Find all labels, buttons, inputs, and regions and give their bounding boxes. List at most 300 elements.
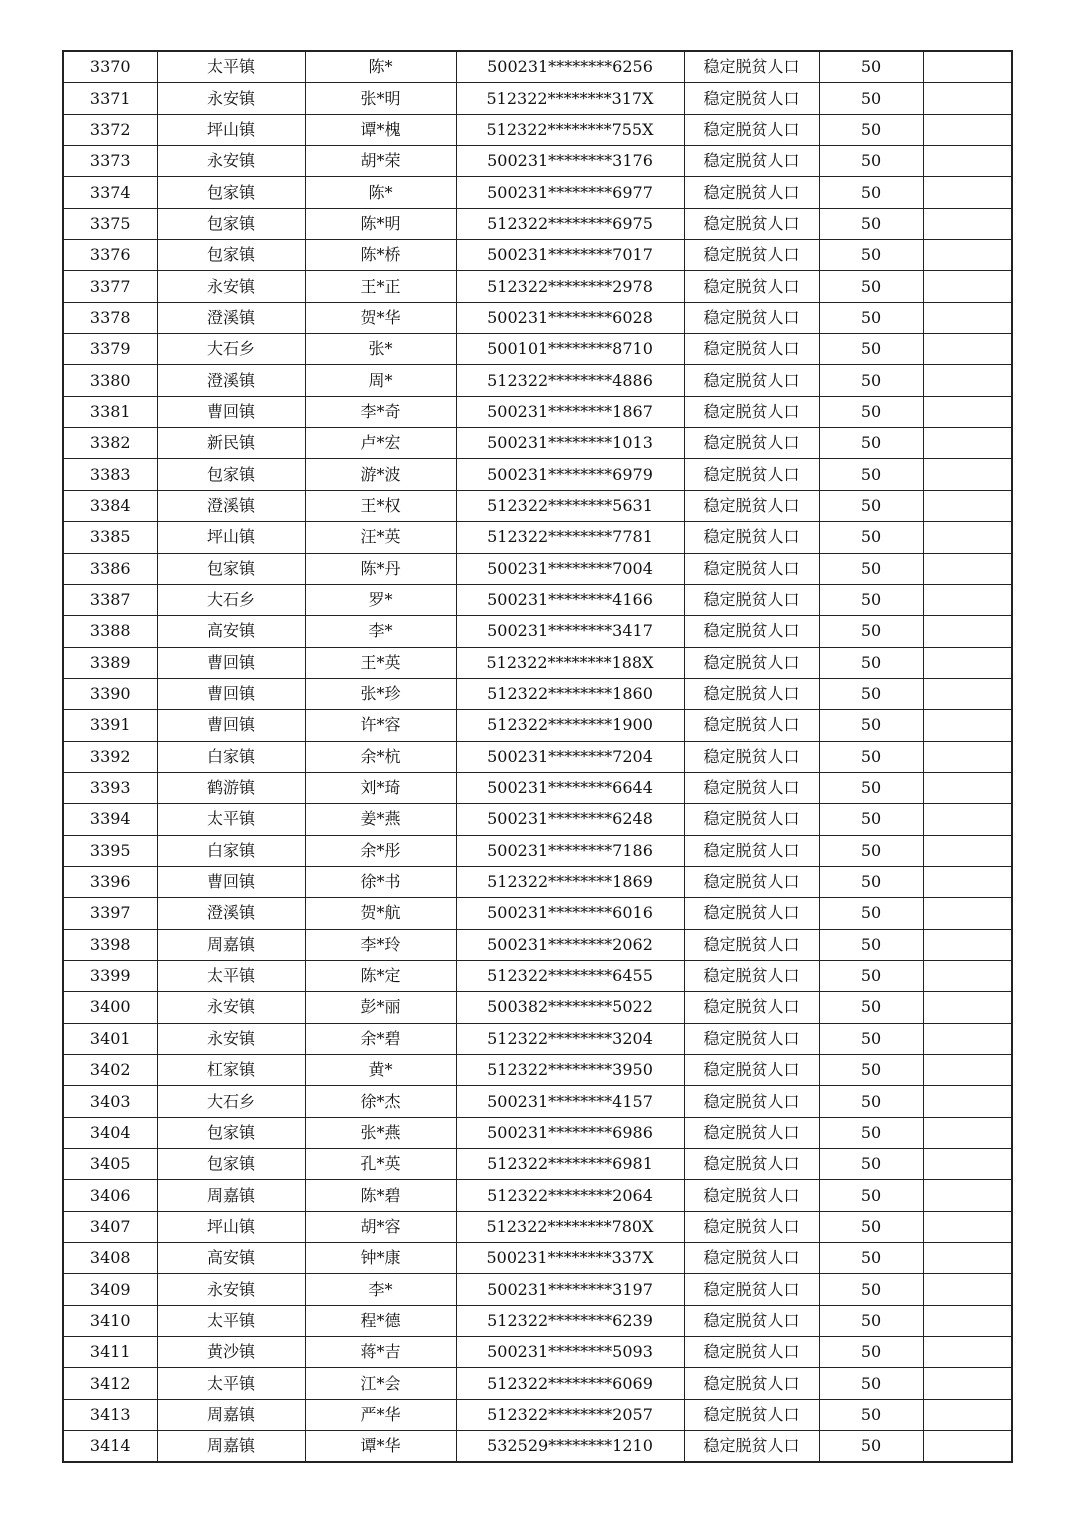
table-row xyxy=(63,240,1012,271)
table-row xyxy=(63,772,1012,803)
town-cell: 曹回镇 xyxy=(157,647,305,678)
amount-cell: 50 xyxy=(819,1337,923,1368)
amount-cell: 50 xyxy=(819,83,923,114)
note-cell xyxy=(923,960,1012,991)
note-cell xyxy=(923,741,1012,772)
town-cell: 澄溪镇 xyxy=(157,365,305,396)
amount-cell: 50 xyxy=(819,992,923,1023)
category-cell: 稳定脱贫人口 xyxy=(684,1305,819,1336)
table-row xyxy=(63,1243,1012,1274)
id-number-cell: 500231********2062 xyxy=(456,929,684,960)
name-cell: 黄* xyxy=(305,1055,456,1086)
table-row xyxy=(63,1086,1012,1117)
category-cell: 稳定脱贫人口 xyxy=(684,334,819,365)
name-cell: 罗* xyxy=(305,584,456,615)
roster-table-body xyxy=(63,51,1012,1462)
name-cell: 陈* xyxy=(305,177,456,208)
id-number-cell: 512322********6069 xyxy=(456,1368,684,1399)
table-row xyxy=(63,1368,1012,1399)
name-cell: 贺*航 xyxy=(305,898,456,929)
amount-cell: 50 xyxy=(819,240,923,271)
id-number-cell: 512322********6981 xyxy=(456,1149,684,1180)
name-cell: 周* xyxy=(305,365,456,396)
name-cell: 蒋*吉 xyxy=(305,1337,456,1368)
amount-cell: 50 xyxy=(819,1180,923,1211)
name-cell: 李* xyxy=(305,616,456,647)
id-number-cell: 512322********780X xyxy=(456,1211,684,1242)
table-row xyxy=(63,804,1012,835)
category-cell: 稳定脱贫人口 xyxy=(684,616,819,647)
note-cell xyxy=(923,302,1012,333)
town-cell: 新民镇 xyxy=(157,428,305,459)
note-cell xyxy=(923,710,1012,741)
category-cell: 稳定脱贫人口 xyxy=(684,647,819,678)
serial-number-cell: 3387 xyxy=(63,584,157,615)
town-cell: 包家镇 xyxy=(157,1117,305,1148)
id-number-cell: 500231********7004 xyxy=(456,553,684,584)
amount-cell: 50 xyxy=(819,835,923,866)
town-cell: 周嘉镇 xyxy=(157,1180,305,1211)
id-number-cell: 512322********6975 xyxy=(456,208,684,239)
amount-cell: 50 xyxy=(819,1368,923,1399)
town-cell: 曹回镇 xyxy=(157,866,305,897)
note-cell xyxy=(923,1180,1012,1211)
category-cell: 稳定脱贫人口 xyxy=(684,240,819,271)
amount-cell: 50 xyxy=(819,1431,923,1463)
town-cell: 大石乡 xyxy=(157,584,305,615)
category-cell: 稳定脱贫人口 xyxy=(684,772,819,803)
note-cell xyxy=(923,866,1012,897)
id-number-cell: 512322********7781 xyxy=(456,522,684,553)
id-number-cell: 500231********6977 xyxy=(456,177,684,208)
id-number-cell: 512322********2057 xyxy=(456,1399,684,1430)
town-cell: 太平镇 xyxy=(157,804,305,835)
table-row xyxy=(63,1399,1012,1430)
amount-cell: 50 xyxy=(819,51,923,83)
id-number-cell: 500231********1867 xyxy=(456,396,684,427)
name-cell: 陈*碧 xyxy=(305,1180,456,1211)
id-number-cell: 500231********6979 xyxy=(456,459,684,490)
name-cell: 陈*丹 xyxy=(305,553,456,584)
note-cell xyxy=(923,428,1012,459)
amount-cell: 50 xyxy=(819,647,923,678)
table-row xyxy=(63,1274,1012,1305)
id-number-cell: 500382********5022 xyxy=(456,992,684,1023)
serial-number-cell: 3377 xyxy=(63,271,157,302)
name-cell: 王*英 xyxy=(305,647,456,678)
category-cell: 稳定脱贫人口 xyxy=(684,804,819,835)
category-cell: 稳定脱贫人口 xyxy=(684,1055,819,1086)
id-number-cell: 500231********3176 xyxy=(456,146,684,177)
note-cell xyxy=(923,678,1012,709)
serial-number-cell: 3412 xyxy=(63,1368,157,1399)
category-cell: 稳定脱贫人口 xyxy=(684,1337,819,1368)
table-row xyxy=(63,992,1012,1023)
category-cell: 稳定脱贫人口 xyxy=(684,1368,819,1399)
note-cell xyxy=(923,1023,1012,1054)
amount-cell: 50 xyxy=(819,522,923,553)
amount-cell: 50 xyxy=(819,1274,923,1305)
note-cell xyxy=(923,459,1012,490)
name-cell: 李*玲 xyxy=(305,929,456,960)
name-cell: 余*碧 xyxy=(305,1023,456,1054)
note-cell xyxy=(923,1305,1012,1336)
serial-number-cell: 3375 xyxy=(63,208,157,239)
table-row xyxy=(63,866,1012,897)
category-cell: 稳定脱贫人口 xyxy=(684,428,819,459)
serial-number-cell: 3398 xyxy=(63,929,157,960)
town-cell: 太平镇 xyxy=(157,960,305,991)
serial-number-cell: 3374 xyxy=(63,177,157,208)
id-number-cell: 500231********6028 xyxy=(456,302,684,333)
serial-number-cell: 3383 xyxy=(63,459,157,490)
serial-number-cell: 3372 xyxy=(63,114,157,145)
id-number-cell: 500231********6256 xyxy=(456,51,684,83)
category-cell: 稳定脱贫人口 xyxy=(684,1117,819,1148)
town-cell: 鹤游镇 xyxy=(157,772,305,803)
town-cell: 白家镇 xyxy=(157,741,305,772)
category-cell: 稳定脱贫人口 xyxy=(684,302,819,333)
note-cell xyxy=(923,584,1012,615)
note-cell xyxy=(923,365,1012,396)
id-number-cell: 512322********1860 xyxy=(456,678,684,709)
serial-number-cell: 3403 xyxy=(63,1086,157,1117)
table-row xyxy=(63,741,1012,772)
town-cell: 澄溪镇 xyxy=(157,898,305,929)
serial-number-cell: 3408 xyxy=(63,1243,157,1274)
town-cell: 高安镇 xyxy=(157,616,305,647)
name-cell: 李*奇 xyxy=(305,396,456,427)
town-cell: 包家镇 xyxy=(157,177,305,208)
table-row xyxy=(63,929,1012,960)
town-cell: 包家镇 xyxy=(157,553,305,584)
town-cell: 太平镇 xyxy=(157,1305,305,1336)
table-row xyxy=(63,1431,1012,1463)
town-cell: 包家镇 xyxy=(157,459,305,490)
name-cell: 卢*宏 xyxy=(305,428,456,459)
table-row xyxy=(63,365,1012,396)
town-cell: 坪山镇 xyxy=(157,114,305,145)
town-cell: 永安镇 xyxy=(157,271,305,302)
id-number-cell: 500231********7017 xyxy=(456,240,684,271)
table-row xyxy=(63,678,1012,709)
serial-number-cell: 3385 xyxy=(63,522,157,553)
table-row xyxy=(63,302,1012,333)
serial-number-cell: 3414 xyxy=(63,1431,157,1463)
town-cell: 永安镇 xyxy=(157,992,305,1023)
name-cell: 胡*容 xyxy=(305,1211,456,1242)
serial-number-cell: 3370 xyxy=(63,51,157,83)
note-cell xyxy=(923,616,1012,647)
id-number-cell: 500231********337X xyxy=(456,1243,684,1274)
category-cell: 稳定脱贫人口 xyxy=(684,459,819,490)
category-cell: 稳定脱贫人口 xyxy=(684,83,819,114)
amount-cell: 50 xyxy=(819,553,923,584)
id-number-cell: 512322********5631 xyxy=(456,490,684,521)
name-cell: 陈*定 xyxy=(305,960,456,991)
table-row xyxy=(63,835,1012,866)
serial-number-cell: 3386 xyxy=(63,553,157,584)
category-cell: 稳定脱贫人口 xyxy=(684,866,819,897)
id-number-cell: 500231********6644 xyxy=(456,772,684,803)
town-cell: 包家镇 xyxy=(157,240,305,271)
id-number-cell: 512322********6239 xyxy=(456,1305,684,1336)
note-cell xyxy=(923,992,1012,1023)
category-cell: 稳定脱贫人口 xyxy=(684,835,819,866)
id-number-cell: 500231********7204 xyxy=(456,741,684,772)
id-number-cell: 500101********8710 xyxy=(456,334,684,365)
table-row xyxy=(63,616,1012,647)
amount-cell: 50 xyxy=(819,1399,923,1430)
note-cell xyxy=(923,490,1012,521)
category-cell: 稳定脱贫人口 xyxy=(684,1023,819,1054)
id-number-cell: 500231********6016 xyxy=(456,898,684,929)
amount-cell: 50 xyxy=(819,490,923,521)
category-cell: 稳定脱贫人口 xyxy=(684,553,819,584)
name-cell: 游*波 xyxy=(305,459,456,490)
amount-cell: 50 xyxy=(819,1086,923,1117)
name-cell: 刘*琦 xyxy=(305,772,456,803)
category-cell: 稳定脱贫人口 xyxy=(684,678,819,709)
id-number-cell: 512322********188X xyxy=(456,647,684,678)
amount-cell: 50 xyxy=(819,929,923,960)
name-cell: 江*会 xyxy=(305,1368,456,1399)
town-cell: 大石乡 xyxy=(157,334,305,365)
table-row xyxy=(63,428,1012,459)
serial-number-cell: 3395 xyxy=(63,835,157,866)
note-cell xyxy=(923,1243,1012,1274)
table-row xyxy=(63,960,1012,991)
id-number-cell: 512322********317X xyxy=(456,83,684,114)
town-cell: 永安镇 xyxy=(157,146,305,177)
serial-number-cell: 3400 xyxy=(63,992,157,1023)
category-cell: 稳定脱贫人口 xyxy=(684,208,819,239)
id-number-cell: 500231********6986 xyxy=(456,1117,684,1148)
name-cell: 张* xyxy=(305,334,456,365)
amount-cell: 50 xyxy=(819,710,923,741)
id-number-cell: 512322********1869 xyxy=(456,866,684,897)
amount-cell: 50 xyxy=(819,1023,923,1054)
town-cell: 曹回镇 xyxy=(157,396,305,427)
category-cell: 稳定脱贫人口 xyxy=(684,114,819,145)
amount-cell: 50 xyxy=(819,1117,923,1148)
serial-number-cell: 3413 xyxy=(63,1399,157,1430)
name-cell: 王*权 xyxy=(305,490,456,521)
serial-number-cell: 3389 xyxy=(63,647,157,678)
amount-cell: 50 xyxy=(819,804,923,835)
town-cell: 黄沙镇 xyxy=(157,1337,305,1368)
name-cell: 汪*英 xyxy=(305,522,456,553)
category-cell: 稳定脱贫人口 xyxy=(684,1274,819,1305)
table-row xyxy=(63,1337,1012,1368)
id-number-cell: 512322********6455 xyxy=(456,960,684,991)
amount-cell: 50 xyxy=(819,1211,923,1242)
amount-cell: 50 xyxy=(819,365,923,396)
serial-number-cell: 3378 xyxy=(63,302,157,333)
amount-cell: 50 xyxy=(819,208,923,239)
serial-number-cell: 3382 xyxy=(63,428,157,459)
amount-cell: 50 xyxy=(819,302,923,333)
table-row xyxy=(63,1211,1012,1242)
name-cell: 陈*桥 xyxy=(305,240,456,271)
town-cell: 杠家镇 xyxy=(157,1055,305,1086)
serial-number-cell: 3388 xyxy=(63,616,157,647)
amount-cell: 50 xyxy=(819,271,923,302)
name-cell: 程*德 xyxy=(305,1305,456,1336)
note-cell xyxy=(923,929,1012,960)
serial-number-cell: 3402 xyxy=(63,1055,157,1086)
id-number-cell: 512322********4886 xyxy=(456,365,684,396)
name-cell: 钟*康 xyxy=(305,1243,456,1274)
serial-number-cell: 3397 xyxy=(63,898,157,929)
name-cell: 许*容 xyxy=(305,710,456,741)
id-number-cell: 500231********4166 xyxy=(456,584,684,615)
serial-number-cell: 3390 xyxy=(63,678,157,709)
name-cell: 严*华 xyxy=(305,1399,456,1430)
amount-cell: 50 xyxy=(819,1149,923,1180)
category-cell: 稳定脱贫人口 xyxy=(684,1211,819,1242)
amount-cell: 50 xyxy=(819,616,923,647)
category-cell: 稳定脱贫人口 xyxy=(684,992,819,1023)
name-cell: 徐*书 xyxy=(305,866,456,897)
serial-number-cell: 3371 xyxy=(63,83,157,114)
town-cell: 坪山镇 xyxy=(157,522,305,553)
table-row xyxy=(63,1055,1012,1086)
table-row xyxy=(63,584,1012,615)
serial-number-cell: 3373 xyxy=(63,146,157,177)
table-row xyxy=(63,522,1012,553)
amount-cell: 50 xyxy=(819,1243,923,1274)
note-cell xyxy=(923,1274,1012,1305)
name-cell: 谭*槐 xyxy=(305,114,456,145)
serial-number-cell: 3379 xyxy=(63,334,157,365)
category-cell: 稳定脱贫人口 xyxy=(684,271,819,302)
town-cell: 太平镇 xyxy=(157,51,305,83)
note-cell xyxy=(923,51,1012,83)
table-row xyxy=(63,396,1012,427)
id-number-cell: 512322********2064 xyxy=(456,1180,684,1211)
town-cell: 曹回镇 xyxy=(157,710,305,741)
town-cell: 包家镇 xyxy=(157,1149,305,1180)
name-cell: 孔*英 xyxy=(305,1149,456,1180)
note-cell xyxy=(923,271,1012,302)
category-cell: 稳定脱贫人口 xyxy=(684,177,819,208)
name-cell: 李* xyxy=(305,1274,456,1305)
serial-number-cell: 3394 xyxy=(63,804,157,835)
table-row xyxy=(63,1180,1012,1211)
town-cell: 曹回镇 xyxy=(157,678,305,709)
amount-cell: 50 xyxy=(819,177,923,208)
table-row xyxy=(63,553,1012,584)
note-cell xyxy=(923,208,1012,239)
town-cell: 包家镇 xyxy=(157,208,305,239)
category-cell: 稳定脱贫人口 xyxy=(684,710,819,741)
serial-number-cell: 3404 xyxy=(63,1117,157,1148)
serial-number-cell: 3380 xyxy=(63,365,157,396)
amount-cell: 50 xyxy=(819,334,923,365)
category-cell: 稳定脱贫人口 xyxy=(684,1431,819,1463)
amount-cell: 50 xyxy=(819,584,923,615)
table-row xyxy=(63,271,1012,302)
amount-cell: 50 xyxy=(819,866,923,897)
town-cell: 澄溪镇 xyxy=(157,302,305,333)
category-cell: 稳定脱贫人口 xyxy=(684,396,819,427)
serial-number-cell: 3406 xyxy=(63,1180,157,1211)
category-cell: 稳定脱贫人口 xyxy=(684,898,819,929)
town-cell: 永安镇 xyxy=(157,83,305,114)
serial-number-cell: 3384 xyxy=(63,490,157,521)
amount-cell: 50 xyxy=(819,960,923,991)
category-cell: 稳定脱贫人口 xyxy=(684,1180,819,1211)
note-cell xyxy=(923,647,1012,678)
id-number-cell: 512322********3950 xyxy=(456,1055,684,1086)
town-cell: 周嘉镇 xyxy=(157,1431,305,1463)
category-cell: 稳定脱贫人口 xyxy=(684,490,819,521)
category-cell: 稳定脱贫人口 xyxy=(684,51,819,83)
amount-cell: 50 xyxy=(819,772,923,803)
table-row xyxy=(63,647,1012,678)
id-number-cell: 512322********1900 xyxy=(456,710,684,741)
category-cell: 稳定脱贫人口 xyxy=(684,146,819,177)
note-cell xyxy=(923,114,1012,145)
note-cell xyxy=(923,898,1012,929)
id-number-cell: 512322********755X xyxy=(456,114,684,145)
note-cell xyxy=(923,1149,1012,1180)
note-cell xyxy=(923,1117,1012,1148)
document-page xyxy=(62,50,1011,1463)
serial-number-cell: 3391 xyxy=(63,710,157,741)
id-number-cell: 500231********6248 xyxy=(456,804,684,835)
town-cell: 白家镇 xyxy=(157,835,305,866)
table-row xyxy=(63,1149,1012,1180)
name-cell: 姜*燕 xyxy=(305,804,456,835)
note-cell xyxy=(923,772,1012,803)
town-cell: 太平镇 xyxy=(157,1368,305,1399)
town-cell: 坪山镇 xyxy=(157,1211,305,1242)
town-cell: 周嘉镇 xyxy=(157,929,305,960)
name-cell: 余*彤 xyxy=(305,835,456,866)
table-row xyxy=(63,83,1012,114)
table-row xyxy=(63,710,1012,741)
table-row xyxy=(63,177,1012,208)
amount-cell: 50 xyxy=(819,741,923,772)
note-cell xyxy=(923,522,1012,553)
name-cell: 贺*华 xyxy=(305,302,456,333)
category-cell: 稳定脱贫人口 xyxy=(684,365,819,396)
serial-number-cell: 3393 xyxy=(63,772,157,803)
table-row xyxy=(63,51,1012,83)
town-cell: 澄溪镇 xyxy=(157,490,305,521)
note-cell xyxy=(923,240,1012,271)
id-number-cell: 500231********1013 xyxy=(456,428,684,459)
note-cell xyxy=(923,146,1012,177)
table-row xyxy=(63,146,1012,177)
note-cell xyxy=(923,1055,1012,1086)
amount-cell: 50 xyxy=(819,898,923,929)
category-cell: 稳定脱贫人口 xyxy=(684,1243,819,1274)
note-cell xyxy=(923,835,1012,866)
table-row xyxy=(63,114,1012,145)
id-number-cell: 500231********3417 xyxy=(456,616,684,647)
serial-number-cell: 3376 xyxy=(63,240,157,271)
id-number-cell: 512322********2978 xyxy=(456,271,684,302)
name-cell: 陈*明 xyxy=(305,208,456,239)
note-cell xyxy=(923,553,1012,584)
note-cell xyxy=(923,396,1012,427)
category-cell: 稳定脱贫人口 xyxy=(684,1399,819,1430)
note-cell xyxy=(923,1368,1012,1399)
note-cell xyxy=(923,1431,1012,1463)
